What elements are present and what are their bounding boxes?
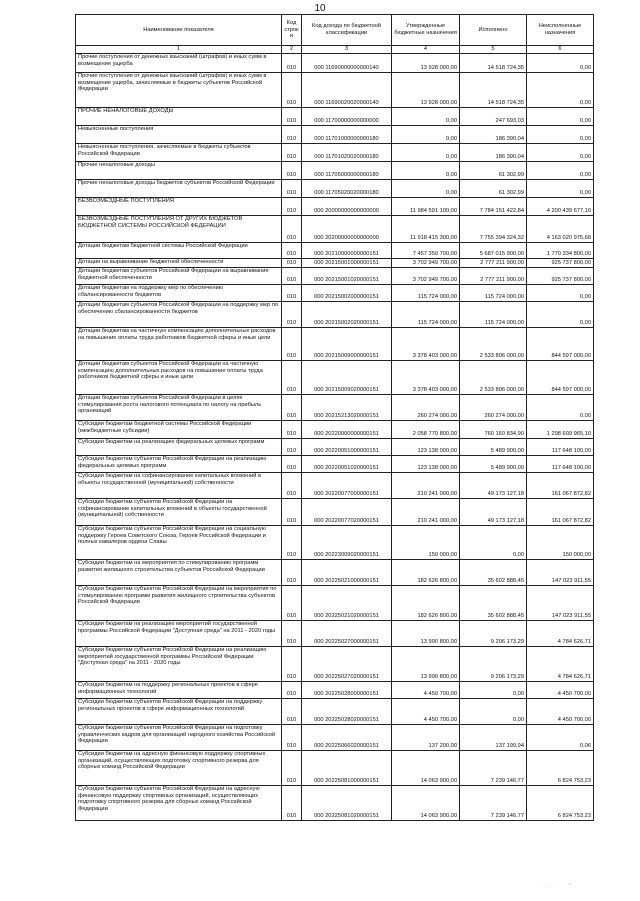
row-name-cell: Дотации бюджетам на поддержку мер по обеспечению сбалансированности бюджетов xyxy=(76,285,282,302)
column-number: 2 xyxy=(282,46,302,54)
row-kbk-cell: 000 11701020020000180 xyxy=(302,144,392,162)
row-name-cell: Прочие поступления от денежных взысканий (штрафов) и иных сумм в возмещение ущерба, зачисляемые в бюджеты субъектов Российской Федерации xyxy=(76,73,282,108)
row-name-cell: Дотации бюджетам на частичную компенсацию дополнительных расходов на повышение оплаты труда работников бюджетной сферы и иные цели xyxy=(76,328,282,361)
row-code-cell: 010 xyxy=(282,328,302,361)
row-code-cell: 010 xyxy=(282,395,302,421)
row-code-cell: 010 xyxy=(282,302,302,328)
row-executed-cell: 115 724 000,00 xyxy=(460,302,527,328)
row-approved-cell: 14 063 900,00 xyxy=(392,751,460,786)
row-approved-cell: 0,00 xyxy=(392,108,460,126)
row-executed-cell: 0,00 xyxy=(460,682,527,699)
row-executed-cell: 61 302,99 xyxy=(460,180,527,198)
row-code-cell: 010 xyxy=(282,699,302,725)
row-approved-cell: 182 626 800,00 xyxy=(392,586,460,621)
table-row xyxy=(76,361,594,395)
row-unexecuted-cell: 0,00 xyxy=(527,144,594,162)
row-name-cell: Субсидии бюджетам субъектов Российской Федерации на адресную финансовую поддержку спортивных организаций, осуществляющих подготовку спортивного резерва для сборных команд Российской Федерации xyxy=(76,786,282,821)
row-executed-cell: 247 693,03 xyxy=(460,108,527,126)
row-name-cell: Дотации бюджетам субъектов Российской Федерации на поддержку мер по обеспечению сбалансированности бюджетов xyxy=(76,302,282,328)
row-unexecuted-cell: 844 597 000,00 xyxy=(527,361,594,395)
row-name-cell: Дотации бюджетам субъектов Российской Федерации на частичную компенсацию дополнительных расходов на повышение оплаты труда работников бюджетной сферы и иные цели xyxy=(76,361,282,395)
column-number: 1 xyxy=(76,46,282,54)
row-unexecuted-cell: 0,00 xyxy=(527,108,594,126)
header-code: Код строк и xyxy=(282,15,302,46)
row-executed-cell: 2 533 806 000,00 xyxy=(460,361,527,395)
table-row xyxy=(76,751,594,786)
row-unexecuted-cell: 1 298 609 965,10 xyxy=(527,421,594,439)
row-executed-cell: 61 302,99 xyxy=(460,162,527,180)
row-code-cell: 010 xyxy=(282,786,302,821)
row-code-cell: 010 xyxy=(282,751,302,786)
row-unexecuted-cell: 844 597 000,00 xyxy=(527,328,594,361)
row-unexecuted-cell: 4 784 626,71 xyxy=(527,647,594,682)
row-approved-cell: 0,00 xyxy=(392,162,460,180)
row-kbk-cell: 000 11690000000000140 xyxy=(302,54,392,73)
row-approved-cell: 11 984 591 100,00 xyxy=(392,198,460,216)
table-row xyxy=(76,621,594,647)
row-name-cell: Субсидии бюджетам бюджетной системы Российской Федерации (межбюджетные субсидии) xyxy=(76,421,282,439)
row-kbk-cell: 000 20225028000000151 xyxy=(302,682,392,699)
row-approved-cell: 137 200,00 xyxy=(392,725,460,751)
row-kbk-cell: 000 20225027020000151 xyxy=(302,647,392,682)
row-kbk-cell: 000 20215002000000151 xyxy=(302,285,392,302)
row-code-cell: 010 xyxy=(282,647,302,682)
row-unexecuted-cell: 147 023 911,55 xyxy=(527,586,594,621)
row-executed-cell: 5 489 900,00 xyxy=(460,439,527,456)
table-row xyxy=(76,54,594,73)
row-executed-cell: 2 533 806 000,00 xyxy=(460,328,527,361)
row-code-cell: 010 xyxy=(282,108,302,126)
row-executed-cell: 7 239 146,77 xyxy=(460,751,527,786)
row-approved-cell: 0,00 xyxy=(392,180,460,198)
row-unexecuted-cell: 0,00 xyxy=(527,302,594,328)
row-approved-cell: 210 241 000,00 xyxy=(392,499,460,526)
row-kbk-cell: 000 20225027000000151 xyxy=(302,621,392,647)
row-name-cell: Субсидии бюджетам субъектов Российской Федерации на социальную поддержку Героев Советского Союза, Героев Российской Федерации и полных кавалеров ордена Славы xyxy=(76,526,282,560)
row-approved-cell: 13 928 000,00 xyxy=(392,73,460,108)
row-approved-cell: 0,00 xyxy=(392,144,460,162)
row-kbk-cell: 000 20215009020000151 xyxy=(302,361,392,395)
row-name-cell: Невыясненные поступления, зачисляемые в бюджеты субъектов Российской Федерации xyxy=(76,144,282,162)
row-approved-cell: 3 702 949 700,00 xyxy=(392,259,460,268)
row-executed-cell: 14 518 724,35 xyxy=(460,73,527,108)
row-executed-cell: 14 518 724,35 xyxy=(460,54,527,73)
row-kbk-cell: 000 11705000000000180 xyxy=(302,162,392,180)
row-executed-cell: 9 206 173,29 xyxy=(460,621,527,647)
table-body xyxy=(76,54,594,821)
row-kbk-cell: 000 20220077020000151 xyxy=(302,499,392,526)
row-executed-cell: 35 602 888,45 xyxy=(460,560,527,586)
row-executed-cell: 2 777 211 900,00 xyxy=(460,268,527,285)
row-unexecuted-cell: 0,00 xyxy=(527,54,594,73)
row-name-cell: Невыясненные поступления xyxy=(76,126,282,144)
row-kbk-cell: 000 20220051020000151 xyxy=(302,456,392,473)
row-name-cell: ПРОЧИЕ НЕНАЛОГОВЫЕ ДОХОДЫ xyxy=(76,108,282,126)
row-code-cell: 010 xyxy=(282,499,302,526)
row-kbk-cell: 000 20220051000000151 xyxy=(302,439,392,456)
row-code-cell: 010 xyxy=(282,682,302,699)
row-executed-cell: 115 724 000,00 xyxy=(460,285,527,302)
row-unexecuted-cell: 117 648 100,00 xyxy=(527,439,594,456)
column-number: 3 xyxy=(302,46,392,54)
row-name-cell: Субсидии бюджетам субъектов Российской Федерации на мероприятия по стимулированию программ развития жилищного строительства субъектов Российской Федерации xyxy=(76,586,282,621)
row-name-cell: Дотации бюджетам субъектов Российской Федерации в целях стимулирования роста налогового потенциала по налогу на прибыль организаций xyxy=(76,395,282,421)
column-number: 4 xyxy=(392,46,460,54)
row-executed-cell: 35 602 888,45 xyxy=(460,586,527,621)
table-row xyxy=(76,243,594,259)
row-kbk-cell: 000 20210000000000151 xyxy=(302,243,392,259)
row-executed-cell: 2 777 211 900,00 xyxy=(460,259,527,268)
row-executed-cell: 0,00 xyxy=(460,526,527,560)
row-unexecuted-cell: 0,00 xyxy=(527,180,594,198)
row-name-cell: Прочие неналоговые доходы бюджетов субъектов Российской Федерации xyxy=(76,180,282,198)
row-kbk-cell: 000 11700000000000000 xyxy=(302,108,392,126)
row-name-cell: Субсидии бюджетам субъектов Российской Федерации на подготовку управленческих кадров для организаций народного хозяйства Российской Федерации xyxy=(76,725,282,751)
row-code-cell: 010 xyxy=(282,198,302,216)
row-executed-cell: 7 239 146,77 xyxy=(460,786,527,821)
column-number: 6 xyxy=(527,46,594,54)
row-approved-cell: 123 138 000,00 xyxy=(392,456,460,473)
row-approved-cell: 115 724 000,00 xyxy=(392,285,460,302)
row-executed-cell: 7 755 394 324,32 xyxy=(460,216,527,243)
row-code-cell: 010 xyxy=(282,586,302,621)
table-row xyxy=(76,647,594,682)
table-row xyxy=(76,73,594,108)
row-approved-cell: 123 138 000,00 xyxy=(392,439,460,456)
row-executed-cell: 137 199,94 xyxy=(460,725,527,751)
row-executed-cell: 49 173 127,18 xyxy=(460,499,527,526)
row-name-cell: Дотации бюджетам субъектов Российской Федерации на выравнивание бюджетной обеспеченности xyxy=(76,268,282,285)
table-row xyxy=(76,682,594,699)
row-name-cell: Субсидии бюджетам субъектов Российской Федерации на реализацию федеральных целевых программ xyxy=(76,456,282,473)
row-code-cell: 010 xyxy=(282,456,302,473)
header-kbk: Код дохода по бюджетной классификации xyxy=(302,15,392,46)
row-code-cell: 010 xyxy=(282,439,302,456)
row-code-cell: 010 xyxy=(282,268,302,285)
row-approved-cell: 0,00 xyxy=(392,126,460,144)
row-kbk-cell: 000 20220077000000151 xyxy=(302,473,392,499)
table-row xyxy=(76,560,594,586)
row-code-cell: 010 xyxy=(282,621,302,647)
row-approved-cell: 11 918 415 300,00 xyxy=(392,216,460,243)
row-code-cell: 010 xyxy=(282,144,302,162)
row-name-cell: Прочие поступления от денежных взысканий (штрафов) и иных сумм в возмещение ущерба xyxy=(76,54,282,73)
row-approved-cell: 13 990 800,00 xyxy=(392,647,460,682)
header-executed: Исполнено xyxy=(460,15,527,46)
table-row xyxy=(76,285,594,302)
row-code-cell: 010 xyxy=(282,180,302,198)
row-kbk-cell: 000 20215213020000151 xyxy=(302,395,392,421)
row-approved-cell: 3 702 949 700,00 xyxy=(392,268,460,285)
row-code-cell: 010 xyxy=(282,560,302,586)
row-name-cell: Дотации на выравнивание бюджетной обеспеченности xyxy=(76,259,282,268)
row-approved-cell: 4 450 700,00 xyxy=(392,682,460,699)
table-row xyxy=(76,456,594,473)
income-report-table xyxy=(75,14,594,821)
row-name-cell: Субсидии бюджетам субъектов Российской Федерации на поддержку региональных проектов в сфере информационных технологий xyxy=(76,699,282,725)
row-code-cell: 010 xyxy=(282,216,302,243)
table-row xyxy=(76,421,594,439)
row-name-cell: Прочие неналоговые доходы xyxy=(76,162,282,180)
row-approved-cell: 13 928 000,00 xyxy=(392,54,460,73)
table-row xyxy=(76,699,594,725)
row-unexecuted-cell: 117 648 100,00 xyxy=(527,456,594,473)
row-kbk-cell: 000 20220000000000151 xyxy=(302,421,392,439)
row-name-cell: БЕЗВОЗМЕЗДНЫЕ ПОСТУПЛЕНИЯ xyxy=(76,198,282,216)
row-unexecuted-cell: 150 000,00 xyxy=(527,526,594,560)
column-number-row xyxy=(76,46,594,54)
table-row xyxy=(76,786,594,821)
row-code-cell: 010 xyxy=(282,162,302,180)
row-executed-cell: 5 489 900,00 xyxy=(460,456,527,473)
row-approved-cell: 210 241 000,00 xyxy=(392,473,460,499)
row-kbk-cell: 000 20225028020000151 xyxy=(302,699,392,725)
row-name-cell: Субсидии бюджетам субъектов Российской Федерации на софинансирование капитальных вложений в объекты государственной (муниципальной) собственности xyxy=(76,499,282,526)
row-executed-cell: 186 390,04 xyxy=(460,126,527,144)
row-unexecuted-cell: 161 067 872,82 xyxy=(527,473,594,499)
row-code-cell: 010 xyxy=(282,526,302,560)
row-kbk-cell: 000 11705020020000180 xyxy=(302,180,392,198)
column-number: 5 xyxy=(460,46,527,54)
row-kbk-cell: 000 20225081000000151 xyxy=(302,751,392,786)
row-unexecuted-cell: 1 770 334 800,00 xyxy=(527,243,594,259)
row-name-cell: Субсидии бюджетам на поддержку региональных проектов в сфере информационных технологий xyxy=(76,682,282,699)
row-name-cell: Субсидии бюджетам субъектов Российской Федерации на реализацию мероприятий государственной программы Российской Федерации "Доступная среда" на 2011 - 2020 годы xyxy=(76,647,282,682)
table-row xyxy=(76,526,594,560)
row-approved-cell: 7 457 350 700,00 xyxy=(392,243,460,259)
row-name-cell: Субсидии бюджетам на мероприятия по стимулированию программ развития жилищного строительства субъектов Российской Федерации xyxy=(76,560,282,586)
row-executed-cell: 5 687 015 900,00 xyxy=(460,243,527,259)
row-unexecuted-cell: 0,00 xyxy=(527,395,594,421)
header-approved: Утвержденные бюджетные назначения xyxy=(392,15,460,46)
table-row xyxy=(76,439,594,456)
row-unexecuted-cell: 0,00 xyxy=(527,162,594,180)
table-row xyxy=(76,216,594,243)
row-unexecuted-cell: 4 450 700,00 xyxy=(527,682,594,699)
row-unexecuted-cell: 0,00 xyxy=(527,73,594,108)
row-executed-cell: 9 206 173,29 xyxy=(460,647,527,682)
row-code-cell: 010 xyxy=(282,725,302,751)
row-name-cell: Субсидии бюджетам на софинансирование капитальных вложений в объекты государственной (муниципальной) собственности xyxy=(76,473,282,499)
row-unexecuted-cell: 925 737 800,00 xyxy=(527,259,594,268)
row-kbk-cell: 000 20225021020000151 xyxy=(302,586,392,621)
row-unexecuted-cell: 925 737 800,00 xyxy=(527,268,594,285)
row-executed-cell: 7 784 151 422,84 xyxy=(460,198,527,216)
row-approved-cell: 150 000,00 xyxy=(392,526,460,560)
row-kbk-cell: 000 20225021000000151 xyxy=(302,560,392,586)
row-unexecuted-cell: 0,00 xyxy=(527,285,594,302)
row-executed-cell: 260 274 000,00 xyxy=(460,395,527,421)
row-kbk-cell: 000 20215009000000151 xyxy=(302,328,392,361)
row-code-cell: 010 xyxy=(282,259,302,268)
row-name-cell: БЕЗВОЗМЕЗДНЫЕ ПОСТУПЛЕНИЯ ОТ ДРУГИХ БЮДЖЕТОВ БЮДЖЕТНОЙ СИСТЕМЫ РОССИЙСКОЙ ФЕДЕРАЦИИ xyxy=(76,216,282,243)
table-row xyxy=(76,328,594,361)
row-approved-cell: 3 378 403 000,00 xyxy=(392,328,460,361)
header-unexecuted: Неисполненные назначения xyxy=(527,15,594,46)
row-kbk-cell: 000 20000000000000000 xyxy=(302,198,392,216)
row-unexecuted-cell: 4 163 020 975,68 xyxy=(527,216,594,243)
row-kbk-cell: 000 20225066020000151 xyxy=(302,725,392,751)
row-unexecuted-cell: 6 824 753,23 xyxy=(527,786,594,821)
row-approved-cell: 3 378 403 000,00 xyxy=(392,361,460,395)
row-code-cell: 010 xyxy=(282,473,302,499)
row-approved-cell: 260 274 000,00 xyxy=(392,395,460,421)
row-kbk-cell: 000 20200000000000000 xyxy=(302,216,392,243)
row-code-cell: 010 xyxy=(282,54,302,73)
row-executed-cell: 186 390,04 xyxy=(460,144,527,162)
row-kbk-cell: 000 20225081020000151 xyxy=(302,786,392,821)
row-approved-cell: 14 063 900,00 xyxy=(392,786,460,821)
header-row xyxy=(76,15,594,46)
table-row xyxy=(76,586,594,621)
row-kbk-cell: 000 20215002020000151 xyxy=(302,302,392,328)
table-row xyxy=(76,395,594,421)
row-approved-cell: 182 626 800,00 xyxy=(392,560,460,586)
table-row xyxy=(76,473,594,499)
scan-corner-mark: . . . . ° xyxy=(540,883,572,889)
table-row xyxy=(76,180,594,198)
row-kbk-cell: 000 20215001020000151 xyxy=(302,268,392,285)
row-name-cell: Субсидии бюджетам на адресную финансовую поддержку спортивных организаций, осуществляющих подготовку спортивного резерва для сборных команд Российской Федерации xyxy=(76,751,282,786)
row-unexecuted-cell: 0,00 xyxy=(527,126,594,144)
table-row xyxy=(76,108,594,126)
row-unexecuted-cell: 4 784 626,71 xyxy=(527,621,594,647)
row-unexecuted-cell: 4 450 700,00 xyxy=(527,699,594,725)
row-unexecuted-cell: 0,06 xyxy=(527,725,594,751)
table-row xyxy=(76,499,594,526)
table-row xyxy=(76,302,594,328)
row-kbk-cell: 000 11690020020000140 xyxy=(302,73,392,108)
row-approved-cell: 115 724 000,00 xyxy=(392,302,460,328)
row-code-cell: 010 xyxy=(282,126,302,144)
table-row xyxy=(76,725,594,751)
header-name: Наименование показателя xyxy=(76,15,282,46)
table-row xyxy=(76,198,594,216)
row-kbk-cell: 000 20223009020000151 xyxy=(302,526,392,560)
page-number: 10 xyxy=(314,3,326,14)
row-approved-cell: 4 450 700,00 xyxy=(392,699,460,725)
row-code-cell: 010 xyxy=(282,421,302,439)
row-unexecuted-cell: 161 067 872,82 xyxy=(527,499,594,526)
row-kbk-cell: 000 11701000000000180 xyxy=(302,126,392,144)
row-kbk-cell: 000 20215001000000151 xyxy=(302,259,392,268)
table-row xyxy=(76,268,594,285)
row-approved-cell: 13 990 800,00 xyxy=(392,621,460,647)
row-executed-cell: 0,00 xyxy=(460,699,527,725)
row-code-cell: 010 xyxy=(282,73,302,108)
row-code-cell: 010 xyxy=(282,285,302,302)
row-code-cell: 010 xyxy=(282,361,302,395)
row-approved-cell: 2 058 770 800,00 xyxy=(392,421,460,439)
table-row xyxy=(76,162,594,180)
table-row xyxy=(76,126,594,144)
table-row xyxy=(76,144,594,162)
table-row xyxy=(76,259,594,268)
row-name-cell: Субсидии бюджетам на реализацию мероприятий государственной программы Российской Федерации "Доступная среда" на 2011 - 2020 годы xyxy=(76,621,282,647)
row-unexecuted-cell: 147 023 911,55 xyxy=(527,560,594,586)
row-unexecuted-cell: 6 824 753,23 xyxy=(527,751,594,786)
row-name-cell: Дотации бюджетам бюджетной системы Российской Федерации xyxy=(76,243,282,259)
row-unexecuted-cell: 4 200 439 677,16 xyxy=(527,198,594,216)
row-executed-cell: 49 173 127,18 xyxy=(460,473,527,499)
row-executed-cell: 760 160 834,90 xyxy=(460,421,527,439)
row-name-cell: Субсидии бюджетам на реализацию федеральных целевых программ xyxy=(76,439,282,456)
row-code-cell: 010 xyxy=(282,243,302,259)
